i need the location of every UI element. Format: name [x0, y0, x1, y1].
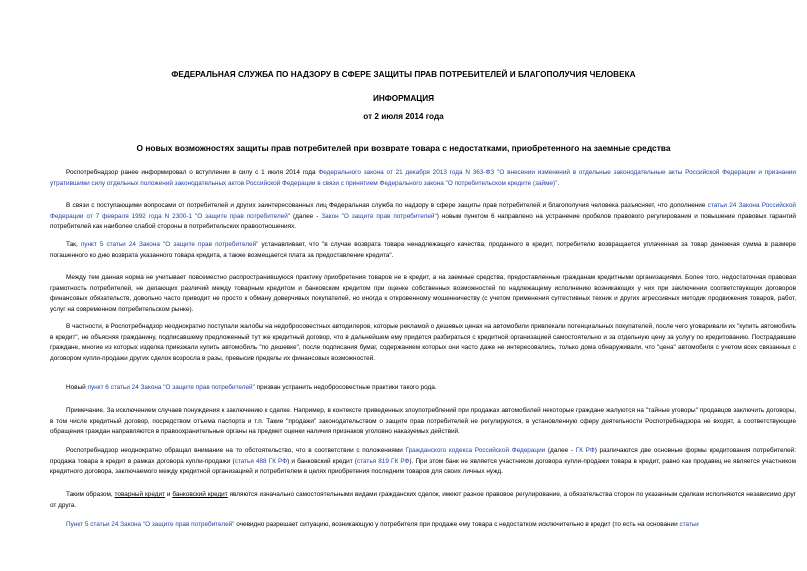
- law-link[interactable]: статьи 24 Закона Российской Федерации от 7 февраля 1992 года N 2300-1 "О защите прав потребителей": [50, 202, 796, 220]
- term-bank-credit: банковский кредит: [172, 491, 228, 498]
- law-link[interactable]: Федерального закона от 21 декабря 2013 года N 363-ФЗ "О внесении изменений в отдельные законодательные акты Российской Федерации и признании утратившими силу отдельных положений законодательных актов Российской Федерации в связи с принятием Федерального закона "О потребительском кредите (займе)": [50, 169, 796, 187]
- law-link[interactable]: пункт 5 статьи 24 Закона "О защите прав потребителей": [80, 241, 259, 248]
- paragraph-5: В частности, в Роспотребнадзор неоднократно поступали жалобы на недобросовестных автодилеров, которые рекламой о дешевых ценах на автомобили привлекали потенциальных покупателей, после чего уговаривали их "купить автомобиль в кредит", не объясняя гражданину, подписавшему предложенный тут же кредитный договор, что в дальнейшем ему придется разбираться с кредитной организацией самостоятельно и за отдельную цену за услугу по кредитованию. Пострадавшие граждане, многие из которых изделка приезжали купить автомобиль "по дешевке", после подписания бумаг, содержанием которых они часто даже не интересовались, только дома обнаруживали, что "цена" автомобиля с учетом всех связанных с договором купли-продажи других сделок возросла в разы, превысив пределы их финансовых возможностей.: [50, 323, 796, 362]
- term-goods-credit: товарный кредит: [114, 491, 165, 498]
- civil-code-link[interactable]: ГК РФ: [575, 447, 595, 454]
- law-link[interactable]: Пункт 5 статьи 24 Закона "О защите прав потребителей": [66, 521, 235, 528]
- paragraph-note: Примечание. За исключением случаев понуждения к заключению к сделке. Например, в контексте приведенных злоупотреблений при продажах автомобилей некоторые граждане жалуются на "тайные уговоры" продавцов заключить договоры, в том числе кредитный договор, посредством отъема паспорта и т.п. Такие "продажи" законодательством о защите прав потребителей не регулируются, в установленную сферу деятельности Роспотребнадзора не входят, а соответствующие обращения граждан направляются в правоохранительные органы на предмет оценки наличия признаков уголовно наказуемых действий.: [50, 407, 796, 435]
- article-819-link[interactable]: статья 819 ГК РФ: [356, 457, 410, 465]
- paragraph-9: Таким образом, товарный кредит и банковский кредит являются изначально самостоятельными видами гражданских сделок, имеют разное правовое регулирование, а обязательства сторон по указанным сделкам исполняются независимо друг от друга.: [50, 491, 796, 509]
- doc-type-heading: ИНФОРМАЦИЯ: [373, 94, 434, 103]
- paragraph-2: В связи с поступающими вопросами от потребителей и других заинтересованных лиц Федеральная служба по надзору в сфере защиты прав потребителей и благополучия человека разъясняет, что дополнение статьи 24 Закона Российской Федерации от 7 февраля 1992 года N 2300-1 "О защите прав потребителей" (далее - Закон "О защите прав потребителей") новым пунктом 6 направлено на устранение пробелов правового регулирования и повышение правовых гарантий потребителей как наиболее слабой стороны в потребительских правоотношениях.: [50, 202, 796, 230]
- paragraph-4: Между тем данная норма не учитывает повсеместно распространившуюся практику приобретения товаров не в кредит, а на заемные средства, предоставленные гражданам кредитными организациями. Более того, недостаточная правовая грамотность потребителей, не делающих различий между товарным кредитом и банковским кредитом при оценке собственных возможностей по надлежащему исполнению возникающих у них при заключении соответствующих договоров финансовых обязательств, довольно часто приводит не просто к обману доверчивых покупателей, но иногда к откровенному мошенничеству (с учетом применения суггестивных техник и других агрессивных методик продвижения товаров, работ, услуг на современном потребительском рынке).: [50, 274, 796, 313]
- date-heading: от 2 июля 2014 года: [363, 112, 444, 121]
- civil-code-link[interactable]: Гражданского кодекса Российской Федерации: [405, 447, 546, 454]
- article-488-link[interactable]: статья 488 ГК РФ: [234, 457, 288, 465]
- org-heading: ФЕДЕРАЛЬНАЯ СЛУЖБА ПО НАДЗОРУ В СФЕРЕ ЗАЩИТЫ ПРАВ ПОТРЕБИТЕЛЕЙ И БЛАГОПОЛУЧИЯ ЧЕЛОВЕКА: [171, 70, 636, 79]
- paragraph-6: Новый пункт 6 статьи 24 Закона "О защите прав потребителей" призван устранить недобросовестные практики такого рода.: [66, 384, 437, 391]
- paragraph-3: Так, пункт 5 статьи 24 Закона "О защите прав потребителей" устанавливает, что "в случае возврата товара ненадлежащего качества, проданного в кредит, потребителю возвращается уплаченная за товар денежная сумма в размере погашенного ко дню возврата указанного товара кредита, а также возмещается плата за предоставление кредита".: [50, 241, 796, 259]
- paragraph-10: Пункт 5 статьи 24 Закона "О защите прав потребителей" очевидно разрешает ситуацию, возникающую у потребителя при продаже ему товара с недостатком исключительно в кредит (то есть на основании статьи: [66, 521, 699, 528]
- law-link[interactable]: статьи: [679, 521, 699, 528]
- law-link[interactable]: Закон "О защите прав потребителей": [321, 212, 437, 220]
- law-link[interactable]: пункт 6 статьи 24 Закона "О защите прав потребителей": [87, 384, 255, 391]
- document-title: О новых возможностях защиты прав потребителей при возврате товара с недостатками, приобретенного на заемные средства: [136, 143, 671, 153]
- paragraph-1: Роспотребнадзор ранее информировал о вступлении в силу с 1 июля 2014 года Федерального закона от 21 декабря 2013 года N 363-ФЗ "О внесении изменений в отдельные законодательные акты Российской Федерации и признании утратившими силу отдельных положений законодательных актов Российской Федерации в связи с принятием Федерального закона "О потребительском кредите (займе)".: [50, 169, 796, 187]
- paragraph-8: Роспотребнадзор неоднократно обращал внимание на то обстоятельство, что в соответствии с положениями Гражданского кодекса Российской Федерации (далее - ГК РФ) различаются две основные формы кредитования потребителей: продажа товара в кредит в рамках договора купли-продажи (статья 488 ГК РФ) и банковский кредит (статья 819 ГК РФ). При этом банк не является участником договора купли-продажи товара в кредит, равно как продавец не является участником кредитного договора, заключаемого между кредитной организацией и потребителем в целях приобретения последним товаров для своих личных нужд.: [50, 447, 797, 475]
